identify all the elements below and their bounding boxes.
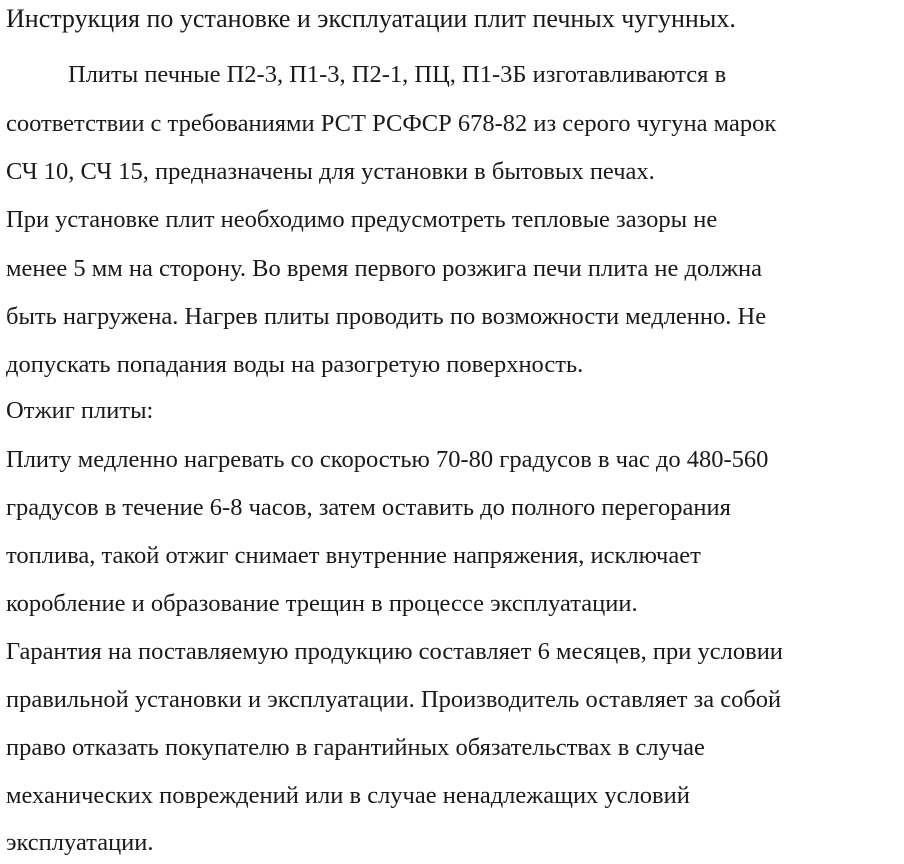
text-line-4: При установке плит необходимо предусмотреть тепловые зазоры не [6, 206, 718, 233]
document-title: Инструкция по установке и эксплуатации плит печных чугунных. [6, 4, 736, 33]
text-line-11: топлива, такой отжиг снимает внутренние напряжения, исключает [6, 542, 701, 569]
text-line-5: менее 5 мм на сторону. Во время первого розжига печи плита не должна [6, 255, 763, 282]
text-line-3: СЧ 10, СЧ 15, предназначены для установки в бытовых печах. [6, 158, 655, 185]
text-line-12: коробление и образование трещин в процессе эксплуатации. [6, 590, 638, 617]
section-heading-annealing: Отжиг плиты: [6, 397, 154, 424]
text-line-10: градусов в течение 6-8 часов, затем оставить до полного перегорания [6, 494, 731, 521]
text-line-6: быть нагружена. Нагрев плиты проводить по возможности медленно. Не [6, 303, 767, 330]
text-line-17: эксплуатации. [6, 829, 154, 856]
text-line-13: Гарантия на поставляемую продукцию составляет 6 месяцев, при условии [6, 638, 783, 665]
text-line-7: допускать попадания воды на разогретую поверхность. [6, 351, 584, 378]
text-line-1: Плиты печные П2-3, П1-3, П2-1, ПЦ, П1-3Б изготавливаются в [68, 61, 727, 88]
text-line-9: Плиту медленно нагревать со скоростью 70-80 градусов в час до 480-560 [6, 446, 769, 473]
text-line-2: соответствии с требованиями РСТ РСФСР 678-82 из серого чугуна марок [6, 110, 777, 137]
text-line-16: механических повреждений или в случае ненадлежащих условий [6, 782, 690, 809]
text-line-15: право отказать покупателю в гарантийных обязательствах в случае [6, 734, 705, 761]
text-line-14: правильной установки и эксплуатации. Производитель оставляет за собой [6, 686, 782, 713]
